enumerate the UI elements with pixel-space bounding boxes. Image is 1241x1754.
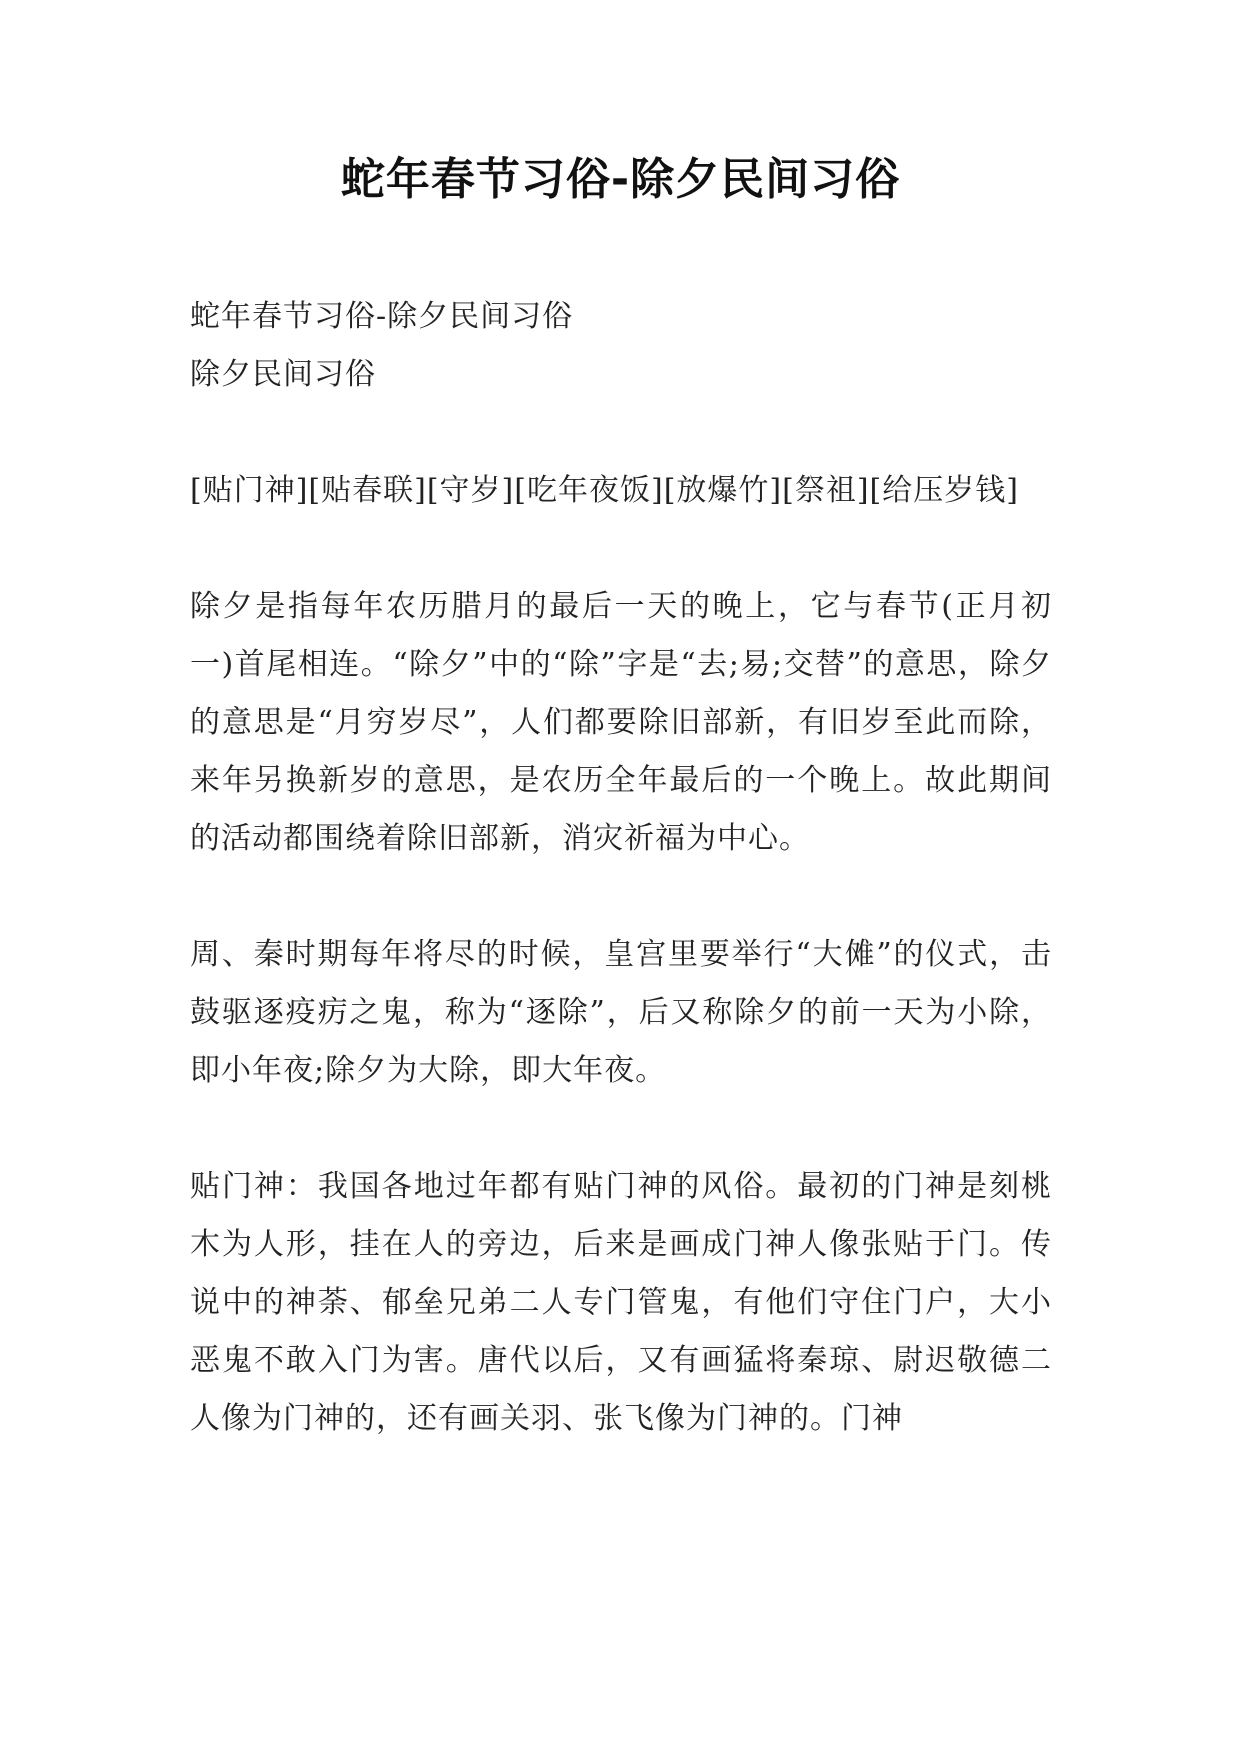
document-body [190,288,1052,1448]
paragraph-2: 周、秦时期每年将尽的时候，皇宫里要举行“大傩”的仪式，击鼓驱逐疫疠之鬼，称为“逐除”，后又称除夕的前一天为小除，即小年夜;除夕为大除，即大年夜。 [190,937,1052,1088]
paragraph-1: 除夕是指每年农历腊月的最后一天的晚上，它与春节(正月初一)首尾相连。“除夕”中的“除”字是“去;易;交替”的意思，除夕的意思是“月穷岁尽”，人们都要除旧部新，有旧岁至此而除，来年另换新岁的意思，是农历全年最后的一个晚上。故此期间的活动都围绕着除旧部新，消灾祈福为中心。 [190,589,1052,856]
subtitle-line-2: 除夕民间习俗 [190,357,376,392]
spacer [190,868,1052,926]
spacer [190,1100,1052,1158]
subtitle-line-1: 蛇年春节习俗-除夕民间习俗 [190,299,574,334]
spacer [190,404,1052,462]
tag-reunion-dinner: [吃年夜饭] [514,473,664,508]
tag-stay-up: [守岁] [426,473,515,508]
document-title: 蛇年春节习俗-除夕民间习俗 [340,154,901,205]
tag-door-god: [贴门神] [190,473,309,508]
tag-spring-couplets: [贴春联] [308,473,427,508]
custom-tags [190,462,1052,520]
tag-ancestor-worship: [祭祖] [782,473,870,508]
tag-firecrackers: [放爆竹] [663,473,783,508]
paragraph-3: 贴门神：我国各地过年都有贴门神的风俗。最初的门神是刻桃木为人形，挂在人的旁边，后来是画成门神人像张贴于门。传说中的神荼、郁垒兄弟二人专门管鬼，有他们守住门户，大小恶鬼不敢入门为害。唐代以后，又有画猛将秦琼、尉迟敬德二人像为门神的，还有画关羽、张飞像为门神的。门神 [190,1169,1052,1436]
tag-red-envelope: [给压岁钱] [869,473,1019,508]
spacer [190,520,1052,578]
